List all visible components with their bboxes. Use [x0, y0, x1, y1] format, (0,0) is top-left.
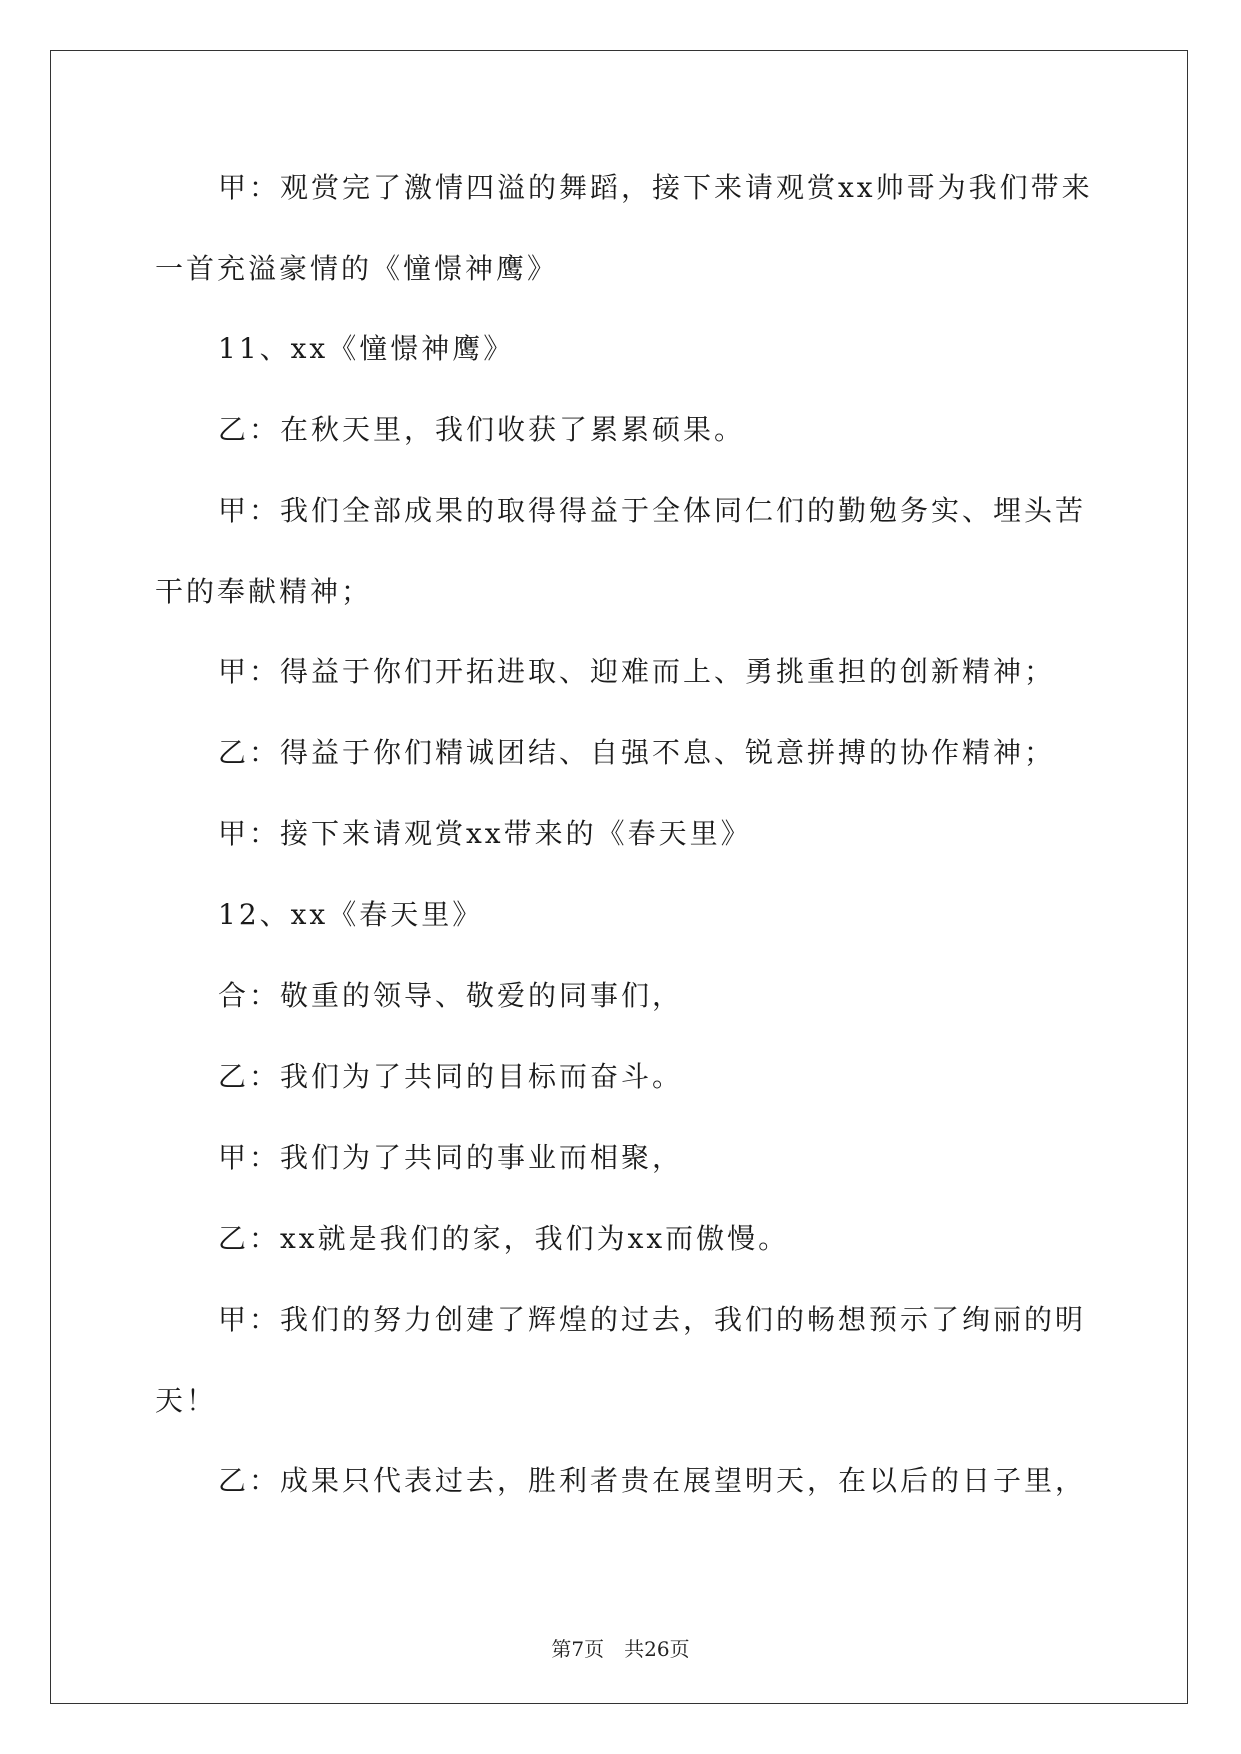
- paragraph: 乙：xx就是我们的家，我们为xx而傲慢。: [218, 1222, 790, 1255]
- paragraph: 12、xx《春天里》: [218, 898, 484, 931]
- page-total: 共26页: [624, 1637, 690, 1661]
- paragraph: 甲：我们的努力创建了辉煌的过去，我们的畅想预示了绚丽的明天！: [155, 1303, 1087, 1417]
- paragraph: 乙：在秋天里，我们收获了累累硕果。: [218, 413, 746, 446]
- paragraph: 乙：我们为了共同的目标而奋斗。: [218, 1060, 684, 1093]
- paragraph: 甲：得益于你们开拓进取、迎难而上、勇挑重担的创新精神；: [218, 655, 1056, 688]
- paragraph: 乙：成果只代表过去，胜利者贵在展望明天，在以后的日子里，: [218, 1464, 1087, 1497]
- paragraph: 乙：得益于你们精诚团结、自强不息、锐意拼搏的协作精神；: [218, 736, 1056, 769]
- paragraph: 合：敬重的领导、敬爱的同事们，: [218, 979, 684, 1012]
- document-body: [155, 165, 1095, 1540]
- page-number: 第7页: [551, 1637, 605, 1661]
- page-footer: [0, 1633, 1241, 1662]
- paragraph: 11、xx《憧憬神鹰》: [218, 332, 515, 365]
- paragraph: 甲：我们全部成果的取得得益于全体同仁们的勤勉务实、埋头苦干的奉献精神；: [155, 494, 1087, 608]
- paragraph: 甲：观赏完了激情四溢的舞蹈，接下来请观赏xx帅哥为我们带来一首充溢豪情的《憧憬神鹰》: [155, 171, 1093, 285]
- paragraph: 甲：接下来请观赏xx带来的《春天里》: [218, 817, 752, 850]
- paragraph: 甲：我们为了共同的事业而相聚，: [218, 1141, 684, 1174]
